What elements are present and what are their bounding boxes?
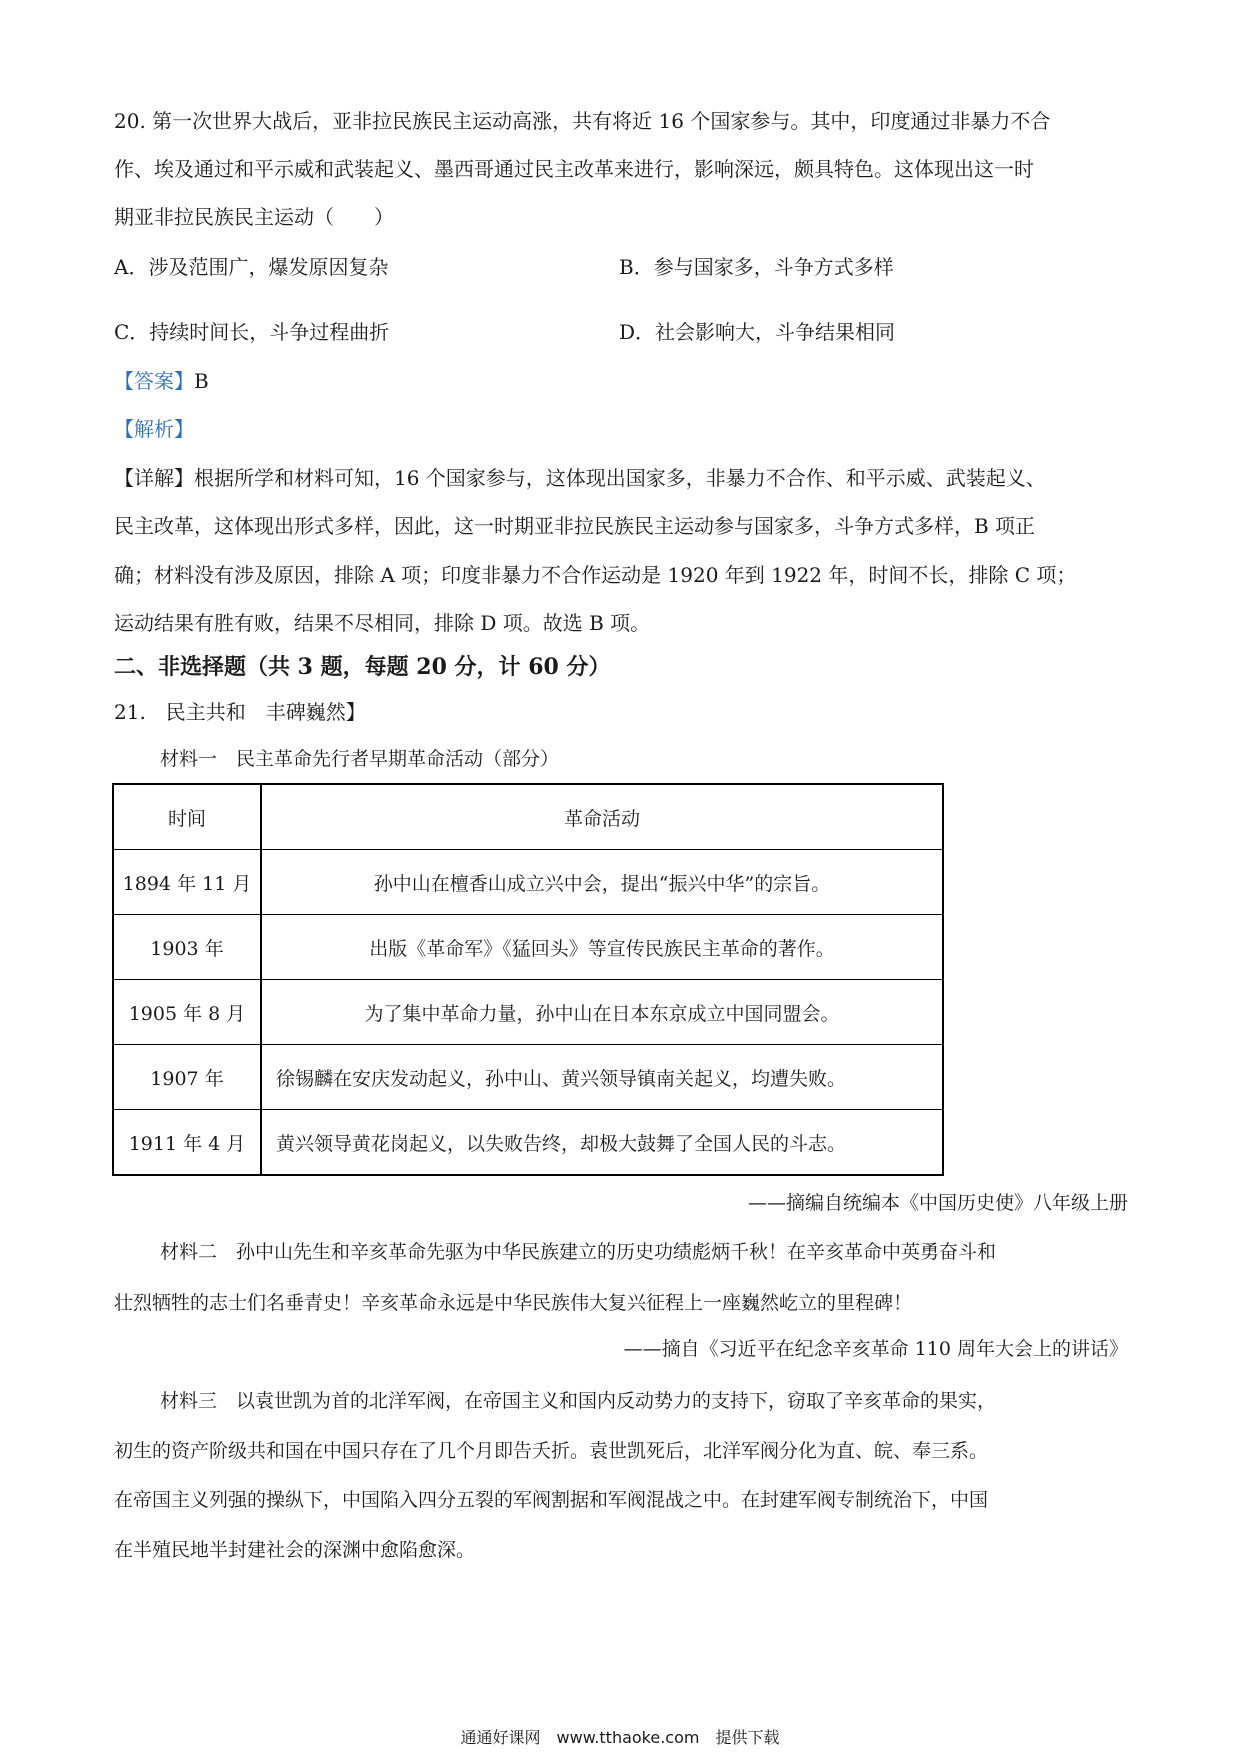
material-3-line-1: 材料三 以袁世凯为首的北洋军阀，在帝国主义和国内反动势力的支持下，窃取了辛亥革命的果实， — [160, 1390, 997, 1412]
detail-line-2: 民主改革，这体现出形式多样，因此，这一时期亚非拉民族民主运动参与国家多，斗争方式多样，B 项正 — [114, 514, 1036, 538]
material-2-source: ——摘自《习近平在纪念辛亥革命 110 周年大会上的讲话》 — [623, 1338, 1128, 1360]
option-a: A．涉及范围广，爆发原因复杂 — [114, 255, 389, 279]
detail-line-3: 确；材料没有涉及原因，排除 A 项；印度非暴力不合作运动是 1920 年到 1922 年，时间不长，排除 C 项； — [114, 563, 1077, 587]
section-title: 二、非选择题（共 3 题，每题 20 分，计 60 分） — [114, 654, 611, 680]
table-header-row — [113, 784, 943, 850]
material-2-line-1: 材料二 孙中山先生和辛亥革命先驱为中华民族建立的历史功绩彪炳千秋！在辛亥革命中英勇奋斗和 — [160, 1241, 997, 1263]
material-1-title: 材料一 民主革命先行者早期革命活动（部分） — [160, 748, 560, 770]
detail-line-4: 运动结果有胜有败，结果不尽相同，排除 D 项。故选 B 项。 — [114, 611, 651, 635]
material-3-line-4: 在半殖民地半封建社会的深渊中愈陷愈深。 — [114, 1539, 476, 1561]
option-c: C．持续时间长，斗争过程曲折 — [114, 320, 390, 344]
detail-label: 【详解】 — [114, 466, 194, 490]
table-header-time: 时间 — [113, 784, 261, 850]
material-3-line-2: 初生的资产阶级共和国在中国只存在了几个月即告夭折。袁世凯死后，北洋军阀分化为直、皖、奉三系。 — [114, 1440, 989, 1462]
question-20-stem-line-2: 作、埃及通过和平示威和武装起义、墨西哥通过民主改革来进行，影响深远，颇具特色。这体现出这一时 — [114, 157, 1034, 181]
table-cell-activity: 孙中山在檀香山成立兴中会，提出“振兴中华”的宗旨。 — [261, 850, 943, 915]
option-b: B．参与国家多，斗争方式多样 — [619, 255, 894, 279]
table-cell-activity: 黄兴领导黄花岗起义，以失败告终，却极大鼓舞了全国人民的斗志。 — [261, 1110, 943, 1176]
material-2-line-2: 壮烈牺牲的志士们名垂青史！辛亥革命永远是中华民族伟大复兴征程上一座巍然屹立的里程碑！ — [114, 1292, 913, 1314]
table-row — [113, 1045, 943, 1110]
table-cell-time: 1905 年 8 月 — [113, 980, 261, 1045]
table-cell-time: 1894 年 11 月 — [113, 850, 261, 915]
table-cell-activity: 徐锡麟在安庆发动起义，孙中山、黄兴领导镇南关起义，均遭失败。 — [261, 1045, 943, 1110]
table-row — [113, 980, 943, 1045]
answer-value: B — [194, 369, 209, 393]
detail-text-1: 根据所学和材料可知，16 个国家参与，这体现出国家多，非暴力不合作、和平示威、武装起义、 — [194, 466, 1046, 490]
material-3-line-3: 在帝国主义列强的操纵下，中国陷入四分五裂的军阀割据和军阀混战之中。在封建军阀专制统治下，中国 — [114, 1489, 989, 1511]
table-cell-activity: 出版《革命军》《猛回头》等宣传民族民主革命的著作。 — [261, 915, 943, 980]
table-cell-time: 1903 年 — [113, 915, 261, 980]
table-row — [113, 1110, 943, 1176]
table-header-activity: 革命活动 — [261, 784, 943, 850]
table-row — [113, 850, 943, 915]
table-cell-activity: 为了集中革命力量，孙中山在日本东京成立中国同盟会。 — [261, 980, 943, 1045]
table-cell-time: 1911 年 4 月 — [113, 1110, 261, 1176]
answer-line — [114, 367, 209, 395]
question-20-stem-line-1: 20. 第一次世界大战后，亚非拉民族民主运动高涨，共有将近 16 个国家参与。其中，印度通过非暴力不合 — [114, 109, 1051, 133]
page-footer: 通通好课网 www.tthaoke.com 提供下载 — [460, 1728, 780, 1747]
detail-line-1 — [114, 464, 1046, 492]
question-21-heading: 21. 民主共和 丰碑巍然】 — [114, 700, 366, 724]
question-20-stem-line-3: 期亚非拉民族民主运动（ ） — [114, 205, 394, 229]
analysis-label: 【解析】 — [114, 417, 194, 441]
answer-label: 【答案】 — [114, 369, 194, 393]
material-1-source: ——摘编自统编本《中国历史使》八年级上册 — [747, 1192, 1128, 1214]
table-row — [113, 915, 943, 980]
table-cell-time: 1907 年 — [113, 1045, 261, 1110]
revolution-activities-table — [112, 783, 944, 1176]
option-d: D．社会影响大，斗争结果相同 — [619, 320, 896, 344]
